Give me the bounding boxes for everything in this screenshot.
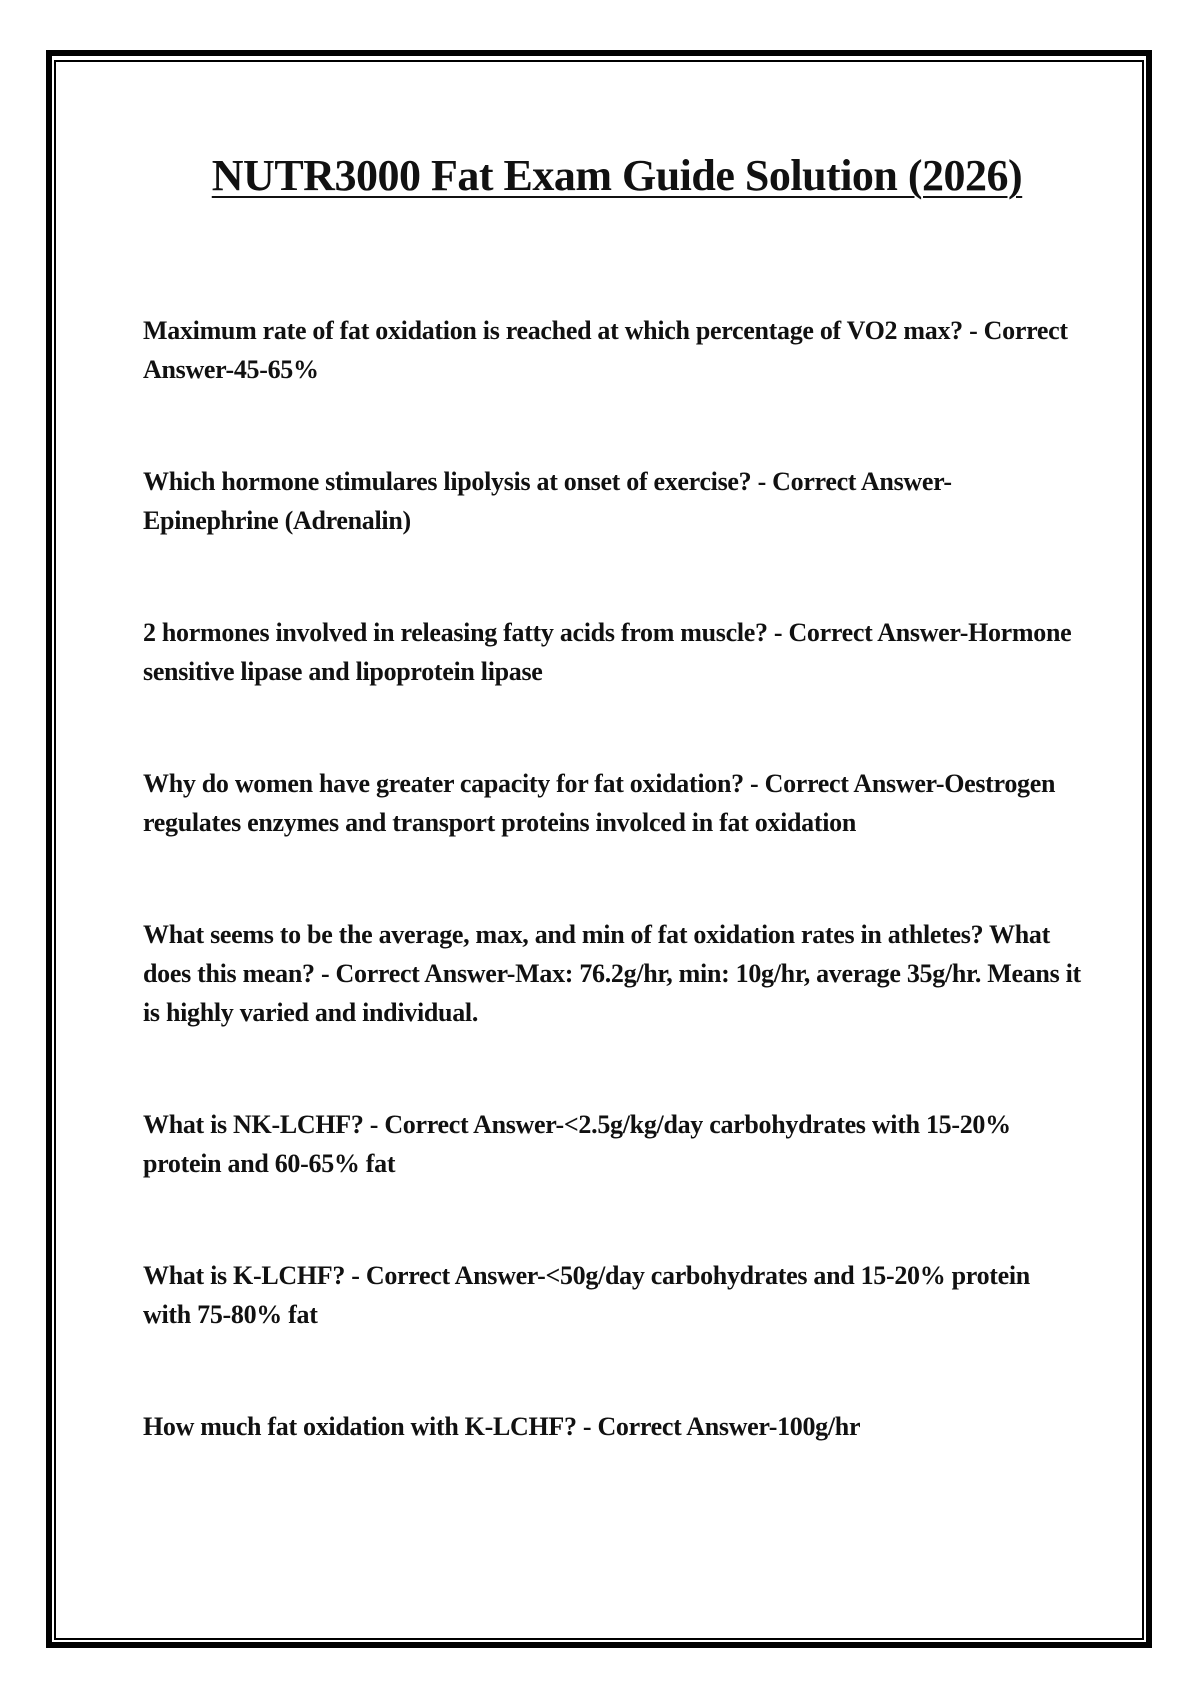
answer-text: Hormone sensitive lipase and lipoprotein lipase (143, 618, 1072, 686)
question-text: What seems to be the average, max, and min of fat oxidation rates in athletes? What does this mean? (143, 920, 1050, 988)
answer-label: Correct Answer- (365, 1261, 546, 1290)
answer-label: Correct Answer- (335, 959, 516, 988)
separator: - (751, 467, 773, 496)
question-text: What is K-LCHF? (143, 1261, 346, 1290)
answer-text: Max: 76.2g/hr, min: 10g/hr, average 35g/hr. Means it is highly varied and individual. (143, 959, 1081, 1027)
answer-text: Oestrogen regulates enzymes and transport proteins involced in fat oxidation (143, 769, 1056, 837)
answer-label: Correct Answer- (764, 769, 945, 798)
document-title: NUTR3000 Fat Exam Guide Solution (2026) (211, 151, 1023, 200)
answer-text: Epinephrine (Adrenalin) (143, 506, 411, 535)
qa-item (143, 915, 1083, 1032)
answer-label: Correct Answer- (597, 1412, 778, 1441)
answer-label: Correct Answer- (384, 1110, 564, 1139)
qa-item (143, 462, 1083, 540)
separator: - (962, 316, 984, 345)
question-text: How much fat oxidation with K-LCHF? (143, 1412, 577, 1441)
qa-item (143, 1256, 1083, 1334)
qa-item (143, 1105, 1083, 1183)
question-text: Which hormone stimulares lipolysis at onset of exercise? (143, 467, 752, 496)
separator: - (743, 769, 765, 798)
answer-label: Correct Answer- (788, 618, 969, 647)
separator: - (363, 1110, 385, 1139)
separator: - (767, 618, 789, 647)
qa-list (143, 311, 1083, 1446)
document-body (143, 150, 1083, 1519)
question-text: What is NK-LCHF? (143, 1110, 364, 1139)
question-text: Maximum rate of fat oxidation is reached at which percentage of VO2 max? (143, 316, 963, 345)
answer-text: <50g/day carbohydrates and 15-20% protein with 75-80% fat (143, 1261, 1030, 1329)
separator: - (314, 959, 336, 988)
qa-item (143, 613, 1083, 691)
answer-label: Correct Answer- (143, 316, 1068, 384)
separator: - (345, 1261, 366, 1290)
qa-item (143, 1407, 1083, 1446)
qa-item (143, 764, 1083, 842)
answer-text: 100g/hr (777, 1412, 861, 1441)
answer-text: 45-65% (233, 355, 319, 384)
separator: - (576, 1412, 598, 1441)
question-text: Why do women have greater capacity for fat oxidation? (143, 769, 744, 798)
question-text: 2 hormones involved in releasing fatty acids from muscle? (143, 618, 768, 647)
answer-text: <2.5g/kg/day carbohydrates with 15-20% protein and 60-65% fat (143, 1110, 1011, 1178)
qa-item (143, 311, 1083, 389)
answer-label: Correct Answer- (772, 467, 952, 496)
